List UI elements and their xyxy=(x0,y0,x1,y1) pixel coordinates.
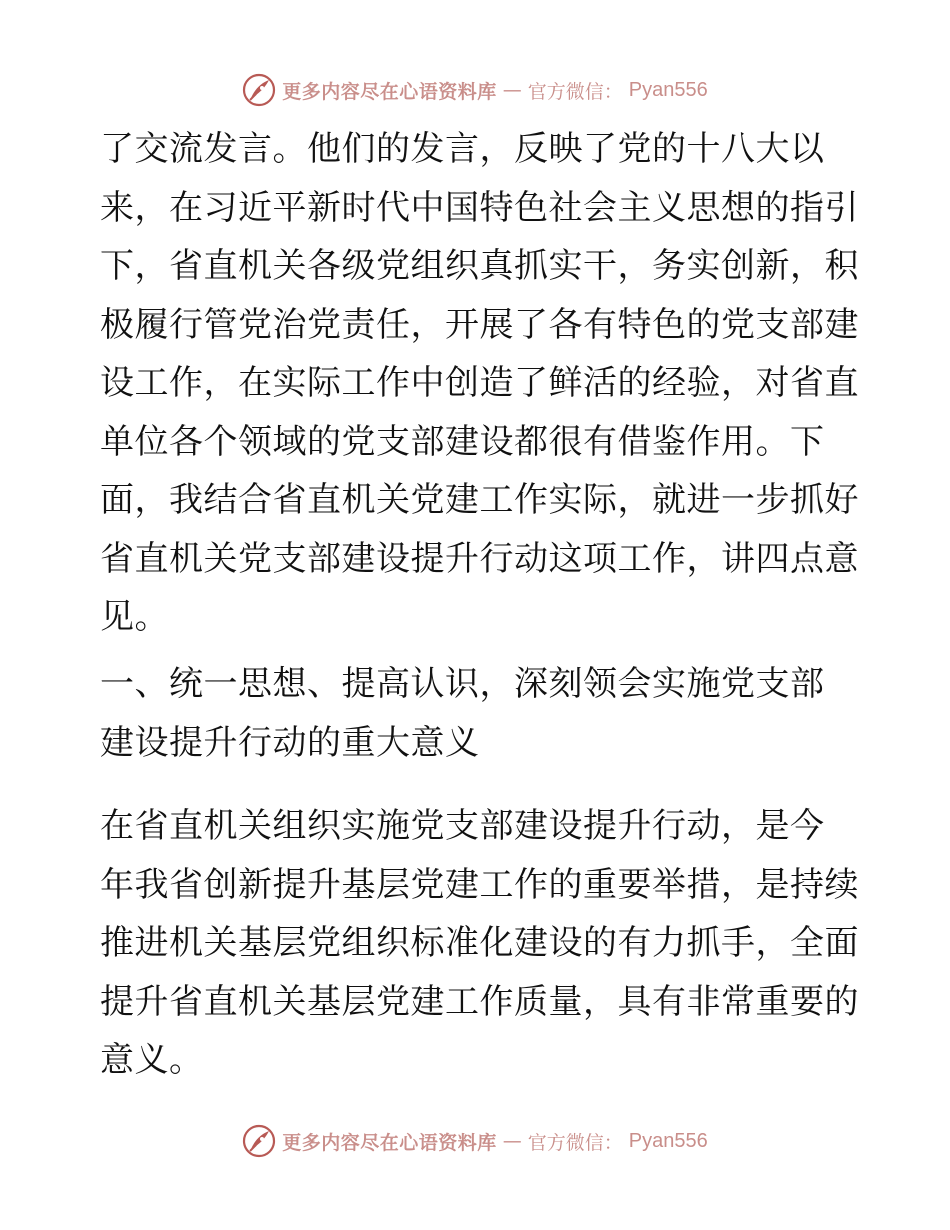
text-line: 设工作，在实际工作中创造了鲜活的经验，对省直 xyxy=(100,363,859,403)
body-paragraph-2 xyxy=(100,797,859,1090)
text-line: 极履行管党治党责任，开展了各有特色的党支部建 xyxy=(100,304,859,345)
text-line: 下，省直机关各级党组织真抓实干，务实创新，积 xyxy=(100,246,859,286)
body-paragraph-1 xyxy=(100,120,859,647)
heading-line: 一、统一思想、提高认识，深刻领会实施党支部 xyxy=(100,664,825,704)
text-line: 提升省直机关基层党建工作质量，具有非常重要的 xyxy=(100,981,859,1022)
watermark-wechat-id: Pyan556 xyxy=(628,1129,708,1152)
watermark-brand-text: 更多内容尽在心语资料库 xyxy=(282,80,497,103)
text-line: 在省直机关组织实施党支部建设提升行动，是今 xyxy=(100,806,825,846)
heading-line: 建设提升行动的重大意义 xyxy=(100,722,480,763)
text-line: 意义。 xyxy=(100,1040,204,1080)
text-line: 了交流发言。他们的发言，反映了党的十八大以 xyxy=(100,129,825,169)
text-line: 见。 xyxy=(100,597,169,637)
text-line: 面，我结合省直机关党建工作实际，就进一步抓好 xyxy=(100,480,859,520)
watermark-separator: — xyxy=(502,79,522,101)
section-heading-1 xyxy=(100,655,850,772)
watermark-wechat-id: Pyan556 xyxy=(628,78,708,101)
watermark-wechat-label: 官方微信： xyxy=(527,1131,623,1154)
text-line: 推进机关基层党组织标准化建设的有力抓手，全面 xyxy=(100,923,859,963)
watermark-brand-text: 更多内容尽在心语资料库 xyxy=(282,1131,497,1154)
text-line: 单位各个领域的党支部建设都很有借鉴作用。下 xyxy=(100,421,825,462)
text-line: 来，在习近平新时代中国特色社会主义思想的指引 xyxy=(100,187,859,228)
watermark-wechat-label: 官方微信： xyxy=(527,80,623,103)
text-line: 年我省创新提升基层党建工作的重要举措，是持续 xyxy=(100,864,859,905)
watermark-separator: — xyxy=(502,1130,522,1152)
header-watermark xyxy=(0,70,950,110)
feather-pen-logo-icon xyxy=(242,73,276,107)
feather-pen-logo-icon xyxy=(242,1124,276,1158)
footer-watermark xyxy=(0,1121,950,1161)
text-line: 省直机关党支部建设提升行动这项工作，讲四点意 xyxy=(100,538,859,579)
